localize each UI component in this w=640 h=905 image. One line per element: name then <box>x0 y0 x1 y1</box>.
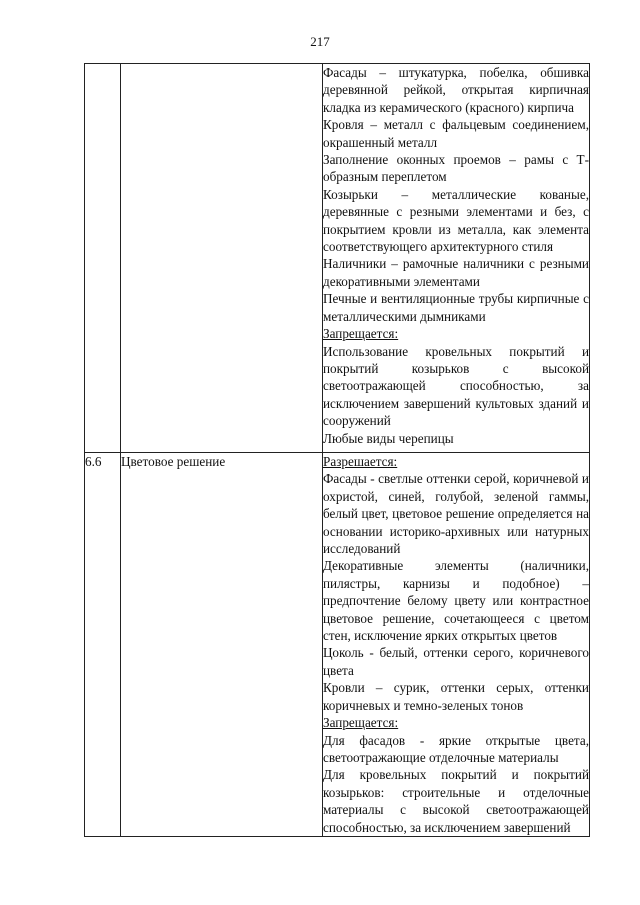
content-paragraph: Наличники – рамочные наличники с резными декоративными элементами <box>323 256 589 289</box>
content-paragraph: Кровля – металл с фальцевым соединением, окрашенный металл <box>323 117 589 150</box>
row-content <box>323 64 590 453</box>
content-paragraph: Любые виды черепицы <box>323 430 454 446</box>
content-paragraph: Кровли – сурик, оттенки серых, оттенки коричневых и темно-зеленых тонов <box>323 680 589 713</box>
content-paragraph: Для кровельных покрытий и покрытий козырьков: строительные и отделочные материалы с высокой светоотражающей способностью, за исключением завершений <box>323 767 589 835</box>
content-paragraph: Фасады - светлые оттенки серой, коричневой и охристой, синей, голубой, зеленой гаммы, белый цвет, цветовое решение определяется на основании историко-архивных или натурных исследований <box>323 471 589 557</box>
table-row <box>85 64 590 453</box>
content-paragraph: Печные и вентиляционные трубы кирпичные с металлическими дымниками <box>323 291 589 324</box>
content-paragraph: Для фасадов - яркие открытые цвета, светоотражающие отделочные материалы <box>323 732 589 765</box>
content-paragraph: Козырьки – металлические кованые, деревянные с резными элементами и без, с покрытием кровли из металла, как элемента соответствующего архитектурного стиля <box>323 186 589 255</box>
row-content <box>323 453 590 837</box>
section-heading: Запрещается: <box>323 326 399 342</box>
row-number: 6.6 <box>85 453 121 837</box>
table-row <box>85 453 590 837</box>
content-paragraph: Цоколь - белый, оттенки серого, коричневого цвета <box>323 645 589 678</box>
row-number <box>85 64 121 453</box>
content-paragraph: Заполнение оконных проемов – рамы с Т- образным переплетом <box>323 152 589 185</box>
regulation-table <box>84 63 590 837</box>
row-title <box>121 64 323 453</box>
content-paragraph: Декоративные элементы (наличники, пилястры, карнизы и подобное) – предпочтение белому цвету или контрастное цветовое решение, сочетающееся с цветом стен, исключение ярких открытых цветов <box>323 558 589 644</box>
section-heading: Запрещается: <box>323 715 399 731</box>
section-heading: Разрешается: <box>323 454 398 469</box>
content-paragraph: Использование кровельных покрытий и покрытий козырьков с высокой светоотражающей способностью, за исключением завершений культовых зданий и сооружений <box>323 343 589 429</box>
row-title: Цветовое решение <box>121 453 323 837</box>
content-paragraph: Фасады – штукатурка, побелка, обшивка деревянной рейкой, открытая кирпичная кладка из керамического (красного) кирпича <box>323 65 589 115</box>
page-number: 217 <box>310 34 330 49</box>
